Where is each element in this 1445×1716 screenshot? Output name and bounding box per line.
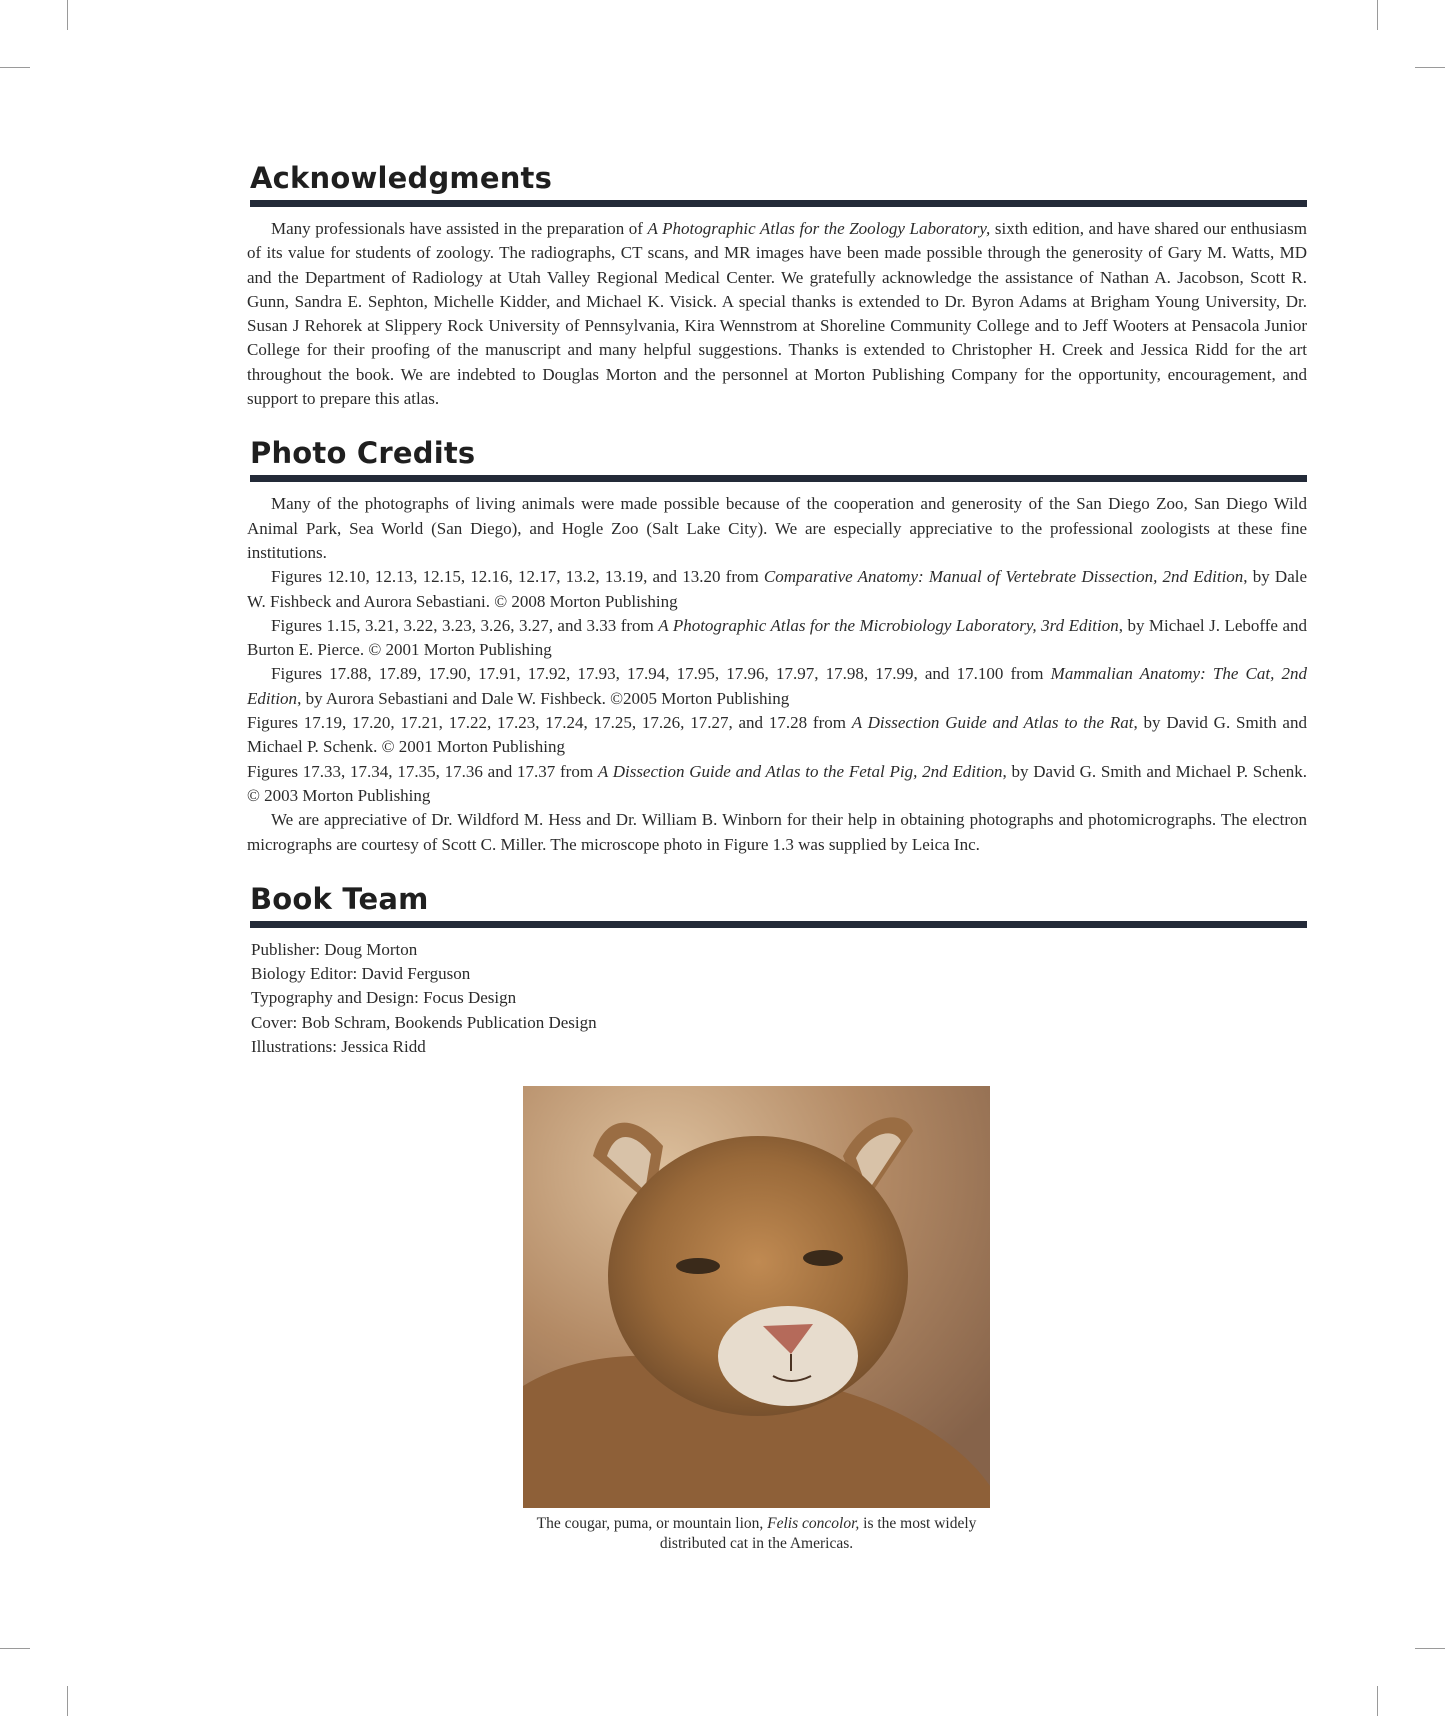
crop-mark [1377, 0, 1378, 30]
team-line: Cover: Bob Schram, Bookends Publication Design [251, 1012, 597, 1032]
text-run: Figures 1.15, 3.21, 3.22, 3.23, 3.26, 3.27, and 3.33 from [271, 615, 659, 635]
crop-mark [0, 67, 30, 68]
text-run: sixth edition, and have shared our enthusiasm of its value for students of zoology. The radiographs, CT scans, and MR images have been made possible through the generosity of Gary M. Watts, MD and the Department of Radiology at Utah Valley Regional Medical Center. We gratefully acknowledge the assistance of Nathan A. Jacobson, Scott R. Gunn, Sandra E. Sephton, Michelle Kidder, and Michael K. Visick. A special thanks is extended to Dr. Byron Adams at Brigham Young University, Dr. Susan J Rehorek at Slippery Rock University of Pennsylvania, Kira Wennstrom at Shoreline Community College and to Jeff Wooters at Pensacola Junior College for their proofing of the manuscript and many helpful suggestions. Thanks is extended to Christopher H. Creek and Jessica Ridd for the art throughout the book. We are indebted to Douglas Morton and the personnel at Morton Publishing Company for the opportunity, encouragement, and support to prepare this atlas. [247, 219, 1307, 409]
text-run: , by Aurora Sebastiani and Dale W. Fishbeck. ©2005 Morton Publishing [297, 688, 790, 708]
text-run: The cougar, puma, or mountain lion, [536, 1515, 768, 1532]
book-team-heading: Book Team [250, 881, 429, 916]
figure-caption [523, 1514, 990, 1554]
text-run: Many professionals have assisted in the preparation of [271, 219, 648, 238]
team-line: Typography and Design: Focus Design [251, 988, 517, 1008]
species-name: Felis concolor, [767, 1515, 860, 1532]
text-run: , by David G. Smith and Michael P. Schenk. © 2003 Morton Publishing [247, 761, 1308, 805]
book-title: Comparative Anatomy: Manual of Vertebrate Dissection, 2nd Edition [763, 567, 1244, 587]
crop-mark [1415, 1648, 1445, 1649]
section-rule [250, 475, 1307, 482]
acknowledgments-heading: Acknowledgments [250, 161, 553, 195]
credits-paragraph [247, 614, 1307, 663]
book-title: A Dissection Guide and Atlas to the Fetal Pig, 2nd Edition [597, 761, 1003, 781]
text-run: , by David G. Smith and Michael P. Schenk. © 2001 Morton Publishing [247, 713, 1307, 757]
credits-paragraph: Many of the photographs of living animals were made possible because of the cooperation and generosity of the San Diego Zoo, San Diego Wild Animal Park, Sea World (San Diego), and Hogle Zoo (Salt Lake City). We are especially appreciative to the professional zoologists at these fine institutions. [247, 494, 1307, 562]
book-team-section [247, 881, 1307, 1059]
credits-paragraph [247, 565, 1307, 614]
photo-credits-section [247, 435, 1307, 856]
text-run: Figures 12.10, 12.13, 12.15, 12.16, 12.17, 13.2, 13.19, and 13.20 from [271, 567, 764, 587]
photo-credits-heading: Photo Credits [250, 436, 476, 471]
crop-mark [0, 1648, 30, 1649]
book-title: A Photographic Atlas for the Zoology Laboratory, [647, 219, 991, 238]
book-title: A Dissection Guide and Atlas to the Rat [851, 713, 1134, 733]
credits-paragraph [247, 711, 1307, 760]
text-run: , by Michael J. Leboffe and Burton E. Pierce. © 2001 Morton Publishing [247, 615, 1308, 660]
figure [523, 1086, 990, 1554]
book-title: A Photographic Atlas for the Microbiology Laboratory, 3rd Edition [658, 615, 1119, 635]
page-content [247, 160, 1307, 1083]
acknowledgments-section [247, 160, 1307, 411]
credits-paragraph [247, 662, 1307, 711]
text-run: Figures 17.88, 17.89, 17.90, 17.91, 17.92, 17.93, 17.94, 17.95, 17.96, 17.97, 17.98, 17.99, and 17.100 from [271, 664, 1051, 684]
crop-mark [67, 0, 68, 30]
section-rule [250, 200, 1307, 207]
acknowledgments-paragraph [247, 217, 1307, 411]
text-run: Figures 17.19, 17.20, 17.21, 17.22, 17.23, 17.24, 17.25, 17.26, 17.27, and 17.28 from [247, 713, 852, 733]
book-title: Mammalian Anatomy: The Cat, 2nd Edition [247, 664, 1307, 708]
credits-paragraph: We are appreciative of Dr. Wildford M. Hess and Dr. William B. Winborn for their help in obtaining photographs and photomicrographs. The electron micrographs are courtesy of Scott C. Miller. The microscope photo in Figure 1.3 was supplied by Leica Inc. [247, 810, 1307, 854]
crop-mark [1377, 1686, 1378, 1716]
cougar-photo [523, 1086, 990, 1508]
section-rule [250, 921, 1307, 928]
text-run: is the most widely distributed cat in the Americas. [659, 1515, 977, 1552]
team-line: Publisher: Doug Morton [251, 939, 418, 959]
team-line: Biology Editor: David Ferguson [251, 964, 471, 984]
crop-mark [1415, 67, 1445, 68]
text-run: Figures 17.33, 17.34, 17.35, 17.36 and 17.37 from [247, 761, 598, 781]
credits-paragraph [247, 760, 1307, 809]
text-run: , by Dale W. Fishbeck and Aurora Sebastiani. © 2008 Morton Publishing [247, 567, 1308, 611]
team-line: Illustrations: Jessica Ridd [251, 1037, 426, 1057]
crop-mark [67, 1686, 68, 1716]
